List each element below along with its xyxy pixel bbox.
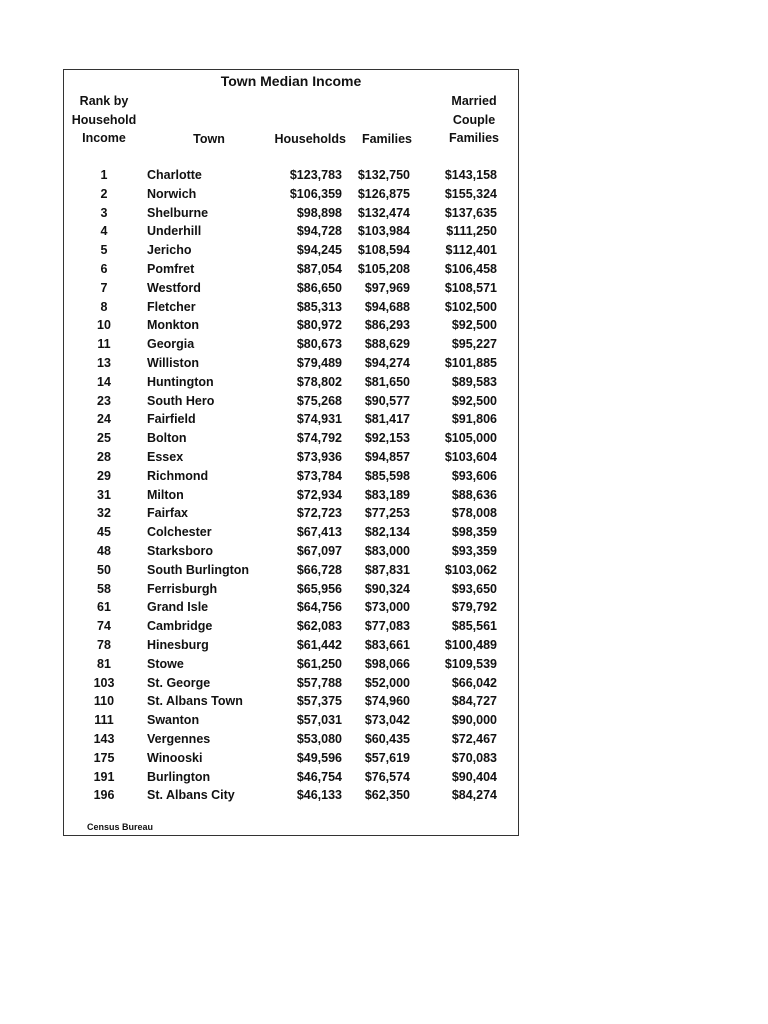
families-cell: $83,189 (364, 487, 410, 502)
married-couple-families-cell: $155,324 (444, 186, 497, 201)
rank-cell: 78 (97, 637, 111, 652)
families-cell: $83,661 (364, 637, 410, 652)
households-cell: $94,245 (296, 243, 342, 258)
table-row (64, 712, 518, 731)
married-couple-families-cell: $88,636 (451, 487, 497, 502)
married-couple-families-cell: $92,500 (451, 318, 497, 333)
households-cell: $72,723 (296, 506, 342, 521)
married-couple-families-cell: $79,792 (451, 600, 497, 615)
header-town: Town (193, 132, 225, 146)
rank-cell: 14 (97, 374, 111, 389)
households-cell: $79,489 (296, 355, 342, 370)
header-households: Households (274, 132, 346, 146)
table-row (64, 505, 518, 524)
married-couple-families-cell: $92,500 (451, 393, 497, 408)
town-cell: Underhill (147, 224, 202, 239)
families-cell: $83,000 (364, 543, 410, 558)
table-row (64, 487, 518, 506)
table-row (64, 675, 518, 694)
table-body (64, 167, 518, 806)
families-cell: $87,831 (364, 562, 410, 577)
header-married-line-3: Families (448, 131, 500, 146)
households-cell: $61,442 (296, 637, 342, 652)
married-couple-families-cell: $70,083 (451, 750, 497, 765)
town-cell: Vergennes (147, 731, 211, 746)
families-cell: $62,350 (364, 788, 410, 803)
table-row (64, 299, 518, 318)
married-couple-families-cell: $105,000 (444, 431, 497, 446)
town-cell: Winooski (147, 750, 203, 765)
town-cell: Richmond (147, 468, 209, 483)
town-cell: South Burlington (147, 562, 250, 577)
families-cell: $132,750 (357, 168, 410, 182)
families-cell: $77,253 (364, 506, 410, 521)
married-couple-families-cell: $95,227 (451, 337, 497, 352)
table-row (64, 355, 518, 374)
rank-cell: 28 (97, 449, 111, 464)
table-row (64, 242, 518, 261)
married-couple-families-cell: $98,359 (451, 525, 497, 540)
town-cell: Grand Isle (147, 600, 209, 615)
rank-cell: 1 (100, 168, 108, 182)
families-cell: $81,650 (364, 374, 410, 389)
married-couple-families-cell: $103,062 (444, 562, 497, 577)
families-cell: $105,208 (357, 261, 410, 276)
families-cell: $52,000 (364, 675, 410, 690)
table-row (64, 468, 518, 487)
table-row (64, 411, 518, 430)
rank-cell: 45 (97, 525, 111, 540)
married-couple-families-cell: $90,404 (451, 769, 497, 784)
married-couple-families-cell: $84,727 (451, 694, 497, 709)
table-row (64, 618, 518, 637)
rank-cell: 74 (97, 619, 111, 634)
families-cell: $85,598 (364, 468, 410, 483)
town-cell: Georgia (147, 337, 195, 352)
income-table (63, 69, 519, 836)
table-row (64, 167, 518, 186)
table-row (64, 750, 518, 769)
households-cell: $72,934 (296, 487, 342, 502)
families-cell: $88,629 (364, 337, 410, 352)
table-row (64, 524, 518, 543)
families-cell: $90,324 (364, 581, 410, 596)
table-row (64, 787, 518, 806)
married-couple-families-cell: $103,604 (444, 449, 497, 464)
households-cell: $73,784 (296, 468, 342, 483)
families-cell: $103,984 (357, 224, 410, 239)
town-cell: Fairfield (147, 412, 196, 427)
married-couple-families-cell: $137,635 (444, 205, 497, 220)
header-families: Families (361, 132, 412, 146)
households-cell: $49,596 (296, 750, 342, 765)
families-cell: $73,000 (364, 600, 410, 615)
table-row (64, 543, 518, 562)
table-row (64, 581, 518, 600)
rank-cell: 11 (97, 337, 111, 352)
rank-cell: 48 (97, 543, 111, 558)
married-couple-families-cell: $90,000 (451, 713, 497, 728)
rank-cell: 13 (97, 355, 111, 370)
table-row (64, 393, 518, 412)
households-cell: $80,673 (296, 337, 342, 352)
families-cell: $97,969 (364, 280, 410, 295)
town-cell: Essex (147, 449, 184, 464)
rank-cell: 8 (100, 299, 108, 314)
town-cell: Norwich (147, 186, 197, 201)
table-row (64, 637, 518, 656)
households-cell: $75,268 (296, 393, 342, 408)
families-cell: $94,274 (364, 355, 410, 370)
town-cell: Ferrisburgh (147, 581, 218, 596)
married-couple-families-cell: $111,250 (446, 224, 497, 239)
households-cell: $78,802 (296, 374, 342, 389)
rank-cell: 2 (100, 186, 108, 201)
town-cell: Fletcher (147, 299, 196, 314)
town-cell: Hinesburg (147, 637, 209, 652)
married-couple-families-cell: $101,885 (444, 355, 497, 370)
rank-cell: 32 (97, 506, 111, 521)
rank-cell: 24 (97, 412, 111, 427)
households-cell: $62,083 (296, 619, 342, 634)
town-cell: Monkton (147, 318, 200, 333)
families-cell: $73,042 (364, 713, 410, 728)
married-couple-families-cell: $108,571 (444, 280, 497, 295)
header-married-couple-families (436, 92, 512, 148)
married-couple-families-cell: $89,583 (451, 374, 497, 389)
families-cell: $92,153 (364, 431, 410, 446)
town-cell: Williston (147, 355, 199, 370)
town-cell: Milton (147, 487, 184, 502)
rank-cell: 29 (97, 468, 111, 483)
town-cell: Pomfret (147, 261, 195, 276)
rank-cell: 191 (93, 769, 115, 784)
table-row (64, 186, 518, 205)
town-cell: Cambridge (147, 619, 213, 634)
households-cell: $80,972 (296, 318, 342, 333)
table-row (64, 731, 518, 750)
married-couple-families-cell: $85,561 (451, 619, 497, 634)
rank-cell: 50 (97, 562, 111, 577)
families-cell: $57,619 (364, 750, 410, 765)
table-row (64, 223, 518, 242)
rank-cell: 31 (97, 487, 111, 502)
families-cell: $98,066 (364, 656, 410, 671)
rank-cell: 4 (100, 224, 108, 239)
married-couple-families-cell: $93,606 (451, 468, 497, 483)
rank-cell: 111 (94, 713, 114, 728)
table-row (64, 693, 518, 712)
households-cell: $106,359 (289, 186, 342, 201)
households-cell: $67,413 (296, 525, 342, 540)
header-rank-line-3: Income (82, 131, 126, 146)
families-cell: $126,875 (357, 186, 410, 201)
town-cell: Jericho (147, 243, 192, 258)
married-couple-families-cell: $91,806 (451, 412, 497, 427)
households-cell: $87,054 (296, 261, 342, 276)
households-cell: $86,650 (296, 280, 342, 295)
married-couple-families-cell: $78,008 (451, 506, 497, 521)
town-cell: South Hero (147, 393, 215, 408)
households-cell: $74,931 (296, 412, 342, 427)
rank-cell: 143 (93, 731, 115, 746)
families-cell: $132,474 (357, 205, 410, 220)
table-row (64, 280, 518, 299)
town-cell: Swanton (147, 713, 200, 728)
households-cell: $53,080 (296, 731, 342, 746)
families-cell: $77,083 (364, 619, 410, 634)
town-cell: Colchester (147, 525, 212, 540)
rank-cell: 25 (97, 431, 111, 446)
table-row (64, 430, 518, 449)
families-cell: $74,960 (364, 694, 410, 709)
households-cell: $85,313 (296, 299, 342, 314)
married-couple-families-cell: $72,467 (451, 731, 497, 746)
households-cell: $123,783 (289, 168, 342, 182)
source-note: Census Bureau (87, 822, 154, 832)
table-row (64, 261, 518, 280)
town-cell: St. George (147, 675, 211, 690)
rank-cell: 103 (93, 675, 115, 690)
rank-cell: 81 (97, 656, 111, 671)
table-row (64, 205, 518, 224)
households-cell: $46,133 (296, 788, 342, 803)
rank-cell: 61 (97, 600, 111, 615)
married-couple-families-cell: $93,359 (451, 543, 497, 558)
families-cell: $81,417 (364, 412, 410, 427)
header-married-line-1: Married (451, 94, 497, 108)
married-couple-families-cell: $112,401 (445, 243, 497, 258)
rank-cell: 58 (97, 581, 111, 596)
table-row (64, 374, 518, 393)
families-cell: $108,594 (357, 243, 410, 258)
table-row (64, 562, 518, 581)
households-cell: $65,956 (296, 581, 342, 596)
rank-cell: 23 (97, 393, 111, 408)
married-couple-families-cell: $93,650 (451, 581, 497, 596)
table-row (64, 656, 518, 675)
rank-cell: 6 (100, 261, 108, 276)
families-cell: $94,688 (364, 299, 410, 314)
households-cell: $67,097 (296, 543, 342, 558)
married-couple-families-cell: $109,539 (444, 656, 497, 671)
married-couple-families-cell: $100,489 (444, 637, 497, 652)
table-row (64, 769, 518, 788)
town-cell: Huntington (147, 374, 214, 389)
households-cell: $94,728 (296, 224, 342, 239)
families-cell: $86,293 (364, 318, 410, 333)
married-couple-families-cell: $102,500 (444, 299, 497, 314)
married-couple-families-cell: $66,042 (451, 675, 497, 690)
married-couple-families-cell: $106,458 (444, 261, 497, 276)
households-cell: $98,898 (296, 205, 342, 220)
table-title: Town Median Income (220, 73, 362, 89)
town-cell: St. Albans Town (147, 694, 243, 709)
table-row (64, 599, 518, 618)
married-couple-families-cell: $143,158 (444, 168, 497, 182)
rank-cell: 10 (97, 318, 111, 333)
town-cell: Fairfax (147, 506, 188, 521)
town-cell: Westford (147, 280, 201, 295)
families-cell: $82,134 (364, 525, 410, 540)
families-cell: $60,435 (364, 731, 410, 746)
town-cell: Bolton (147, 431, 187, 446)
rank-cell: 175 (93, 750, 115, 765)
households-cell: $61,250 (296, 656, 342, 671)
table-row (64, 336, 518, 355)
header-married-line-2: Couple (452, 112, 496, 127)
families-cell: $94,857 (364, 449, 410, 464)
town-cell: Charlotte (147, 168, 202, 182)
rank-cell: 3 (100, 205, 108, 220)
header-rank (68, 92, 140, 148)
households-cell: $57,031 (296, 713, 342, 728)
header-rank-line-1: Rank by (79, 94, 129, 108)
town-cell: Stowe (147, 656, 184, 671)
households-cell: $57,788 (296, 675, 342, 690)
households-cell: $66,728 (296, 562, 342, 577)
households-cell: $46,754 (296, 769, 342, 784)
table-row (64, 449, 518, 468)
town-cell: Shelburne (147, 205, 209, 220)
rank-cell: 5 (100, 243, 108, 258)
rank-cell: 196 (93, 788, 115, 803)
header-rank-line-2: Household (71, 112, 137, 127)
rank-cell: 7 (100, 280, 108, 295)
town-cell: Starksboro (147, 543, 213, 558)
rank-cell: 110 (93, 694, 115, 709)
table-row (64, 317, 518, 336)
families-cell: $90,577 (364, 393, 410, 408)
married-couple-families-cell: $84,274 (451, 788, 497, 803)
households-cell: $73,936 (296, 449, 342, 464)
town-cell: St. Albans City (147, 788, 235, 803)
town-cell: Burlington (147, 769, 211, 784)
households-cell: $57,375 (296, 694, 342, 709)
families-cell: $76,574 (364, 769, 410, 784)
households-cell: $74,792 (296, 431, 342, 446)
households-cell: $64,756 (296, 600, 342, 615)
